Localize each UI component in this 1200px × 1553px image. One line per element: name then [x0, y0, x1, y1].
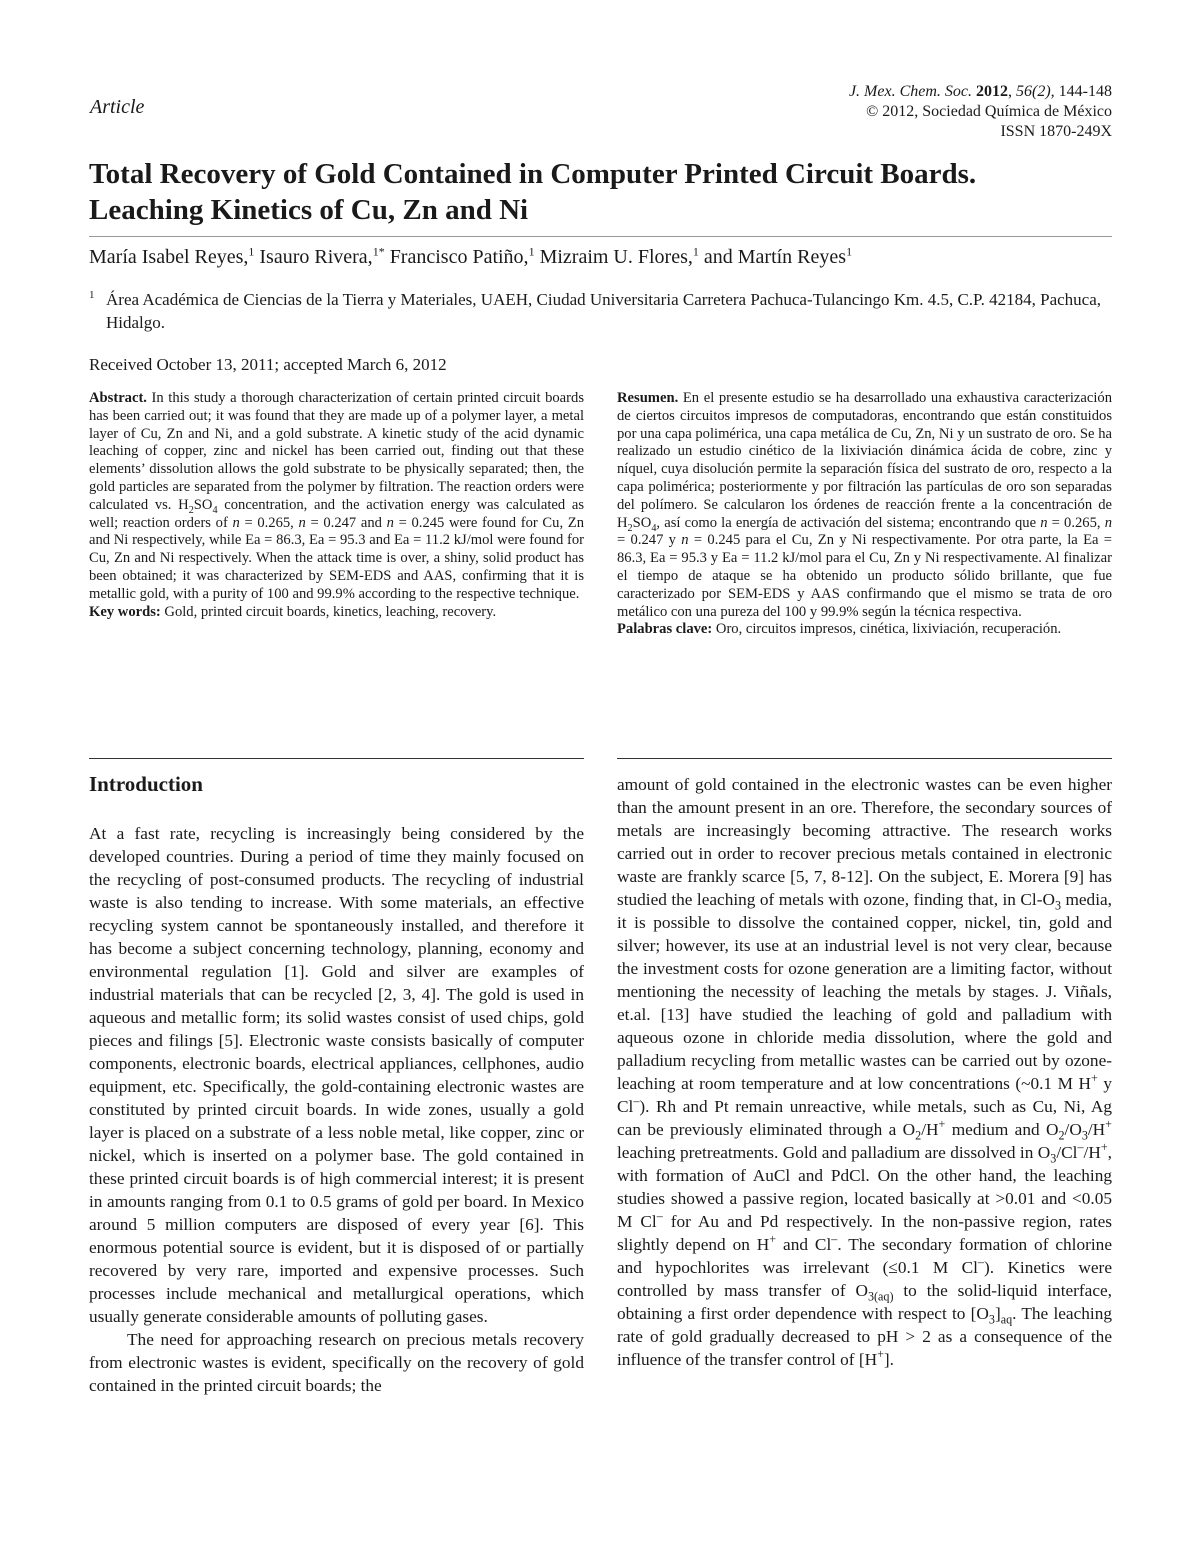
journal-volume: 56(2),: [1016, 83, 1055, 100]
resumen-label: Resumen.: [617, 390, 679, 406]
subscript: 4: [651, 522, 657, 534]
subscript: 3: [988, 1312, 995, 1327]
superscript: –: [656, 1209, 663, 1224]
keywords: [89, 604, 584, 622]
author-affiliation-mark: 1: [528, 244, 535, 259]
author-affiliation-mark: 1: [692, 244, 699, 259]
abstract-text-segment: = 0.247 and: [305, 514, 387, 531]
body-paragraph: The need for approaching research on precious metals recovery from electronic wastes is evident, specifically on the recovery of gold contained in the printed circuit boards; the: [89, 1330, 584, 1395]
resumen-text-segment: = 0.265,: [1047, 514, 1105, 531]
body-text-segment: y Cl: [617, 1074, 1112, 1116]
title-divider: [89, 236, 1112, 237]
resumen-text: [617, 390, 1112, 621]
variable-n: n: [681, 532, 689, 549]
resumen-text-segment: En el presente estudio se ha desarrollado una exhaustiva caracterización de ciertos circuitos impresos de computadoras, encontrando que están constituidos por una capa polimérica, una capa metálica de Cu, Zn, Ni y un sustrato de oro. Se ha realizado un estudio cinético de la lixiviación dinámica ácida de cobre, zinc y níquel, cuya disolución permite la separación física del sustrato de oro, respecto a la capa polimérica; posteriormente y por filtración las partículas de oro son separadas del polímero. Se calcularon los órdenes de reacción frente a la concentración de H: [617, 390, 1112, 531]
abstract-text-segment: = 0.265,: [239, 514, 299, 531]
subscript: 3: [1081, 1128, 1088, 1143]
author-name: and Martín Reyes: [703, 246, 847, 268]
abstract-divider-right: [617, 758, 1112, 759]
body-paragraph: At a fast rate, recycling is increasingly being considered by the developed countries. During a period of time they mainly focused on the recycling of post-consumed products. The recycling of industrial waste is also tending to increase. With some materials, an effective recycling system cannot be spontaneously installed, and therefore it has become a subject concerning technology, planning, economy and environmental regulation [1]. Gold and silver are examples of industrial materials that can be recycled [2, 3, 4]. The gold is used in aqueous and metallic form; its solid wastes consist of used chips, gold pieces and filings [5]. Electronic waste consists basically of computer components, electronic boards, electrical appliances, cellphones, audio equipment, etc. Specifically, the gold-containing electronic wastes are constituted by printed circuit boards. In wide zones, usually a gold layer is placed on a substrate of a less noble metal, like copper, zinc or nickel, which is inserted on a polymer base. The gold contained in these printed circuit boards is of high commercial interest; it is present in amounts ranging from 0.1 to 0.5 grams of gold per board. In Mexico around 5 million computers are disposed of every year [6]. This enormous potential source is evident, but it is disposed of or partially recovered by very rare, imported and expensive processes. Such processes include mechanical and metallurgical operations, which usually generate considerable amounts of polluting gases.: [89, 824, 584, 1326]
journal-citation: [849, 82, 1112, 142]
superscript: +: [769, 1232, 777, 1247]
variable-n: n: [1104, 514, 1112, 531]
abstract-label: Abstract.: [89, 390, 147, 406]
author-affiliation-mark: 1*: [372, 244, 385, 259]
body-text-segment: for Au and Pd respectively. In the non-passive region, rates slightly depend on H: [617, 1212, 1112, 1254]
abstract-text-segment: SO: [193, 496, 213, 513]
abstract-spanish: [617, 390, 1112, 639]
author-name: María Isabel Reyes,: [89, 246, 249, 268]
subscript: 2: [627, 522, 633, 534]
article-type-label: Article: [90, 96, 145, 118]
body-column-right: [617, 773, 1112, 1371]
superscript: –: [633, 1094, 640, 1109]
abstract-text-segment: = 0.245 were found for Cu, Zn and Ni respectively, while Ea = 86.3, Ea = 95.3 and Ea = 11.2 kJ/mol were found for Cu, Zn and Ni respectively. When the attack time is over, a shiny, solid product has been obtained; it was characterized by SEM-EDS and AAS, confirming that it is metallic gold, with a purity of 100 and 99.9% according to the respective technique.: [89, 514, 584, 602]
affiliation-text: Área Académica de Ciencias de la Tierra y Materiales, UAEH, Ciudad Universitaria Carretera Pachuca-Tulancingo Km. 4.5, C.P. 42184, Pachuca, Hidalgo.: [106, 290, 1102, 332]
body-text-segment: amount of gold contained in the electronic wastes can be even higher than the amount present in an ore. Therefore, the secondary sources of metals are increasingly becoming attractive. The research works carried out in order to recover precious metals contained in electronic waste are frankly scarce [5, 7, 8-12]. On the subject, E. Morera [9] has studied the leaching of metals with ozone, finding that, in Cl-O: [617, 775, 1112, 909]
subscript: 3: [1050, 1151, 1057, 1166]
body-text-segment: media, it is possible to dissolve the contained copper, nickel, tin, gold and silver; however, its use at an industrial level is not very clear, because the investment costs for ozone generation are a limiting factor, without mentioning the necessity of leaching the metals by stages. J. Viñals, et.al. [13] have studied the leaching of gold and palladium with aqueous ozone in chloride media dissolution, where the gold and palladium recycling from metallic wastes can be carried out by ozone-leaching at room temperature and at low concentrations (~0.1 M H: [617, 890, 1112, 1093]
body-text-segment: medium and O: [945, 1120, 1059, 1139]
section-heading-introduction: Introduction: [89, 772, 203, 796]
author-affiliation-mark: 1: [846, 244, 853, 259]
keywords-text: Gold, printed circuit boards, kinetics, leaching, recovery.: [160, 603, 497, 620]
subscript: 3(aq): [867, 1289, 894, 1304]
journal-issn: ISSN 1870-249X: [1000, 123, 1112, 140]
superscript: –: [977, 1255, 984, 1270]
journal-reference: J. Mex. Chem. Soc. 2012, 56(2), 144-148: [848, 83, 1112, 100]
palabras-clave-label: Palabras clave:: [617, 621, 713, 638]
body-text-segment: and Cl: [776, 1235, 832, 1254]
subscript: 2: [915, 1128, 922, 1143]
subscript: 2: [188, 504, 194, 516]
paper-title-line-2: Leaching Kinetics of Cu, Zn and Ni: [89, 194, 529, 226]
subscript: aq: [1000, 1312, 1013, 1327]
body-text-segment: /H: [1083, 1143, 1101, 1162]
abstract-text-segment: concentration, and the activation energy was calculated as well; reaction orders of: [89, 496, 584, 531]
abstract-text-segment: In this study a thorough characterization of certain printed circuit boards has been carried out; it was found that they are made up of a polymer layer, a metal layer of Cu, Zn and Ni, and a gold substrate. A kinetic study of the acid dynamic leaching of copper, zinc and nickel has been carried out, finding out that these elements’ dissolution allows the gold substrate to be physically separated; then, the gold particles are separated from the polymer by filtration. The reaction orders were calculated vs. H: [89, 390, 584, 513]
subscript: 3: [1054, 898, 1061, 913]
author-affiliation-mark: 1: [248, 244, 255, 259]
subscript: 2: [1058, 1128, 1065, 1143]
body-text-segment: leaching pretreatments. Gold and palladium are dissolved in O: [617, 1143, 1051, 1162]
body-text-segment: /O: [1064, 1120, 1082, 1139]
body-text-segment: . The leaching rate of gold gradually decreased to pH > 2 as a consequence of the influence of the transfer control of [H: [617, 1304, 1112, 1369]
body-text-segment: /Cl: [1056, 1143, 1078, 1162]
resumen-text-segment: = 0.245 para el Cu, Zn y Ni respectivamente. Por otra parte, la Ea = 86.3, Ea = 95.3 y Ea = 11.2 kJ/mol para el Cu, Zn y Ni respectivamente. Al finalizar el tiempo de ataque se ha obtenido un producto sólido brillante, que fue caracterizado por SEM-EDS y AAS confirmando que el mismo se trata de oro metálico con una pureza del 100 y 99.9% según la técnica respectiva.: [617, 532, 1113, 620]
variable-n: n: [1040, 514, 1048, 531]
author-list: [89, 244, 852, 270]
resumen-text-segment: = 0.247 y: [617, 532, 682, 549]
body-text-segment: , with formation of AuCl and PdCl. On the other hand, the leaching studies showed a passive region, located basically at >0.01 and <0.05 M Cl: [617, 1143, 1112, 1231]
paper-title: [89, 156, 1119, 228]
superscript: –: [831, 1232, 838, 1247]
affiliation: [89, 288, 1119, 334]
superscript: +: [1090, 1071, 1098, 1086]
resumen-text-segment: SO: [632, 514, 652, 531]
abstract-divider-left: [89, 758, 584, 759]
palabras-clave-text: Oro, circuitos impresos, cinética, lixiviación, recuperación.: [712, 621, 1062, 638]
body-text-segment: /H: [921, 1120, 939, 1139]
body-text-segment: to the solid-liquid interface, obtaining a first order dependence with respect to [O: [617, 1281, 1113, 1323]
abstract-text: [89, 390, 584, 604]
variable-n: n: [232, 514, 240, 531]
journal-year: 2012: [976, 83, 1009, 100]
body-text-segment: ). Rh and Pt remain unreactive, while metals, such as Cu, Ni, Ag can be previously eliminated through a O: [617, 1097, 1112, 1139]
body-paragraph: [617, 773, 1112, 1371]
body-text-segment: ]: [994, 1304, 1001, 1323]
body-column-left: [89, 822, 584, 1397]
palabras-clave: [617, 621, 1112, 639]
superscript: +: [1105, 1117, 1112, 1132]
superscript: –: [1077, 1140, 1084, 1155]
body-text-segment: . The secondary formation of chlorine and hypochlorites was irrelevant (≤0.1 M Cl: [617, 1235, 1112, 1277]
journal-name: J. Mex. Chem. Soc.: [848, 83, 973, 100]
journal-pages: 144-148: [1058, 83, 1112, 100]
author-name: Isauro Rivera,: [259, 246, 373, 268]
resumen-text-segment: , así como la energía de activación del sistema; encontrando que: [656, 514, 1041, 531]
subscript: 4: [212, 504, 218, 516]
variable-n: n: [386, 514, 394, 531]
superscript: +: [1100, 1140, 1108, 1155]
superscript: +: [877, 1347, 884, 1362]
author-name: Mizraim U. Flores,: [539, 246, 693, 268]
author-name: Francisco Patiño,: [389, 246, 529, 268]
paper-title-line-1: Total Recovery of Gold Contained in Computer Printed Circuit Boards.: [89, 158, 977, 190]
journal-copyright: © 2012, Sociedad Química de México: [866, 103, 1112, 120]
superscript: +: [938, 1117, 946, 1132]
variable-n: n: [298, 514, 306, 531]
affiliation-number: 1: [89, 289, 95, 301]
body-text-segment: ). Kinetics were controlled by mass transfer of O: [617, 1258, 1112, 1300]
abstract-english: [89, 390, 584, 621]
received-dates: Received October 13, 2011; accepted March 6, 2012: [89, 355, 447, 374]
body-text-segment: ].: [883, 1350, 894, 1369]
keywords-label: Key words:: [89, 603, 161, 620]
body-text-segment: /H: [1087, 1120, 1106, 1139]
